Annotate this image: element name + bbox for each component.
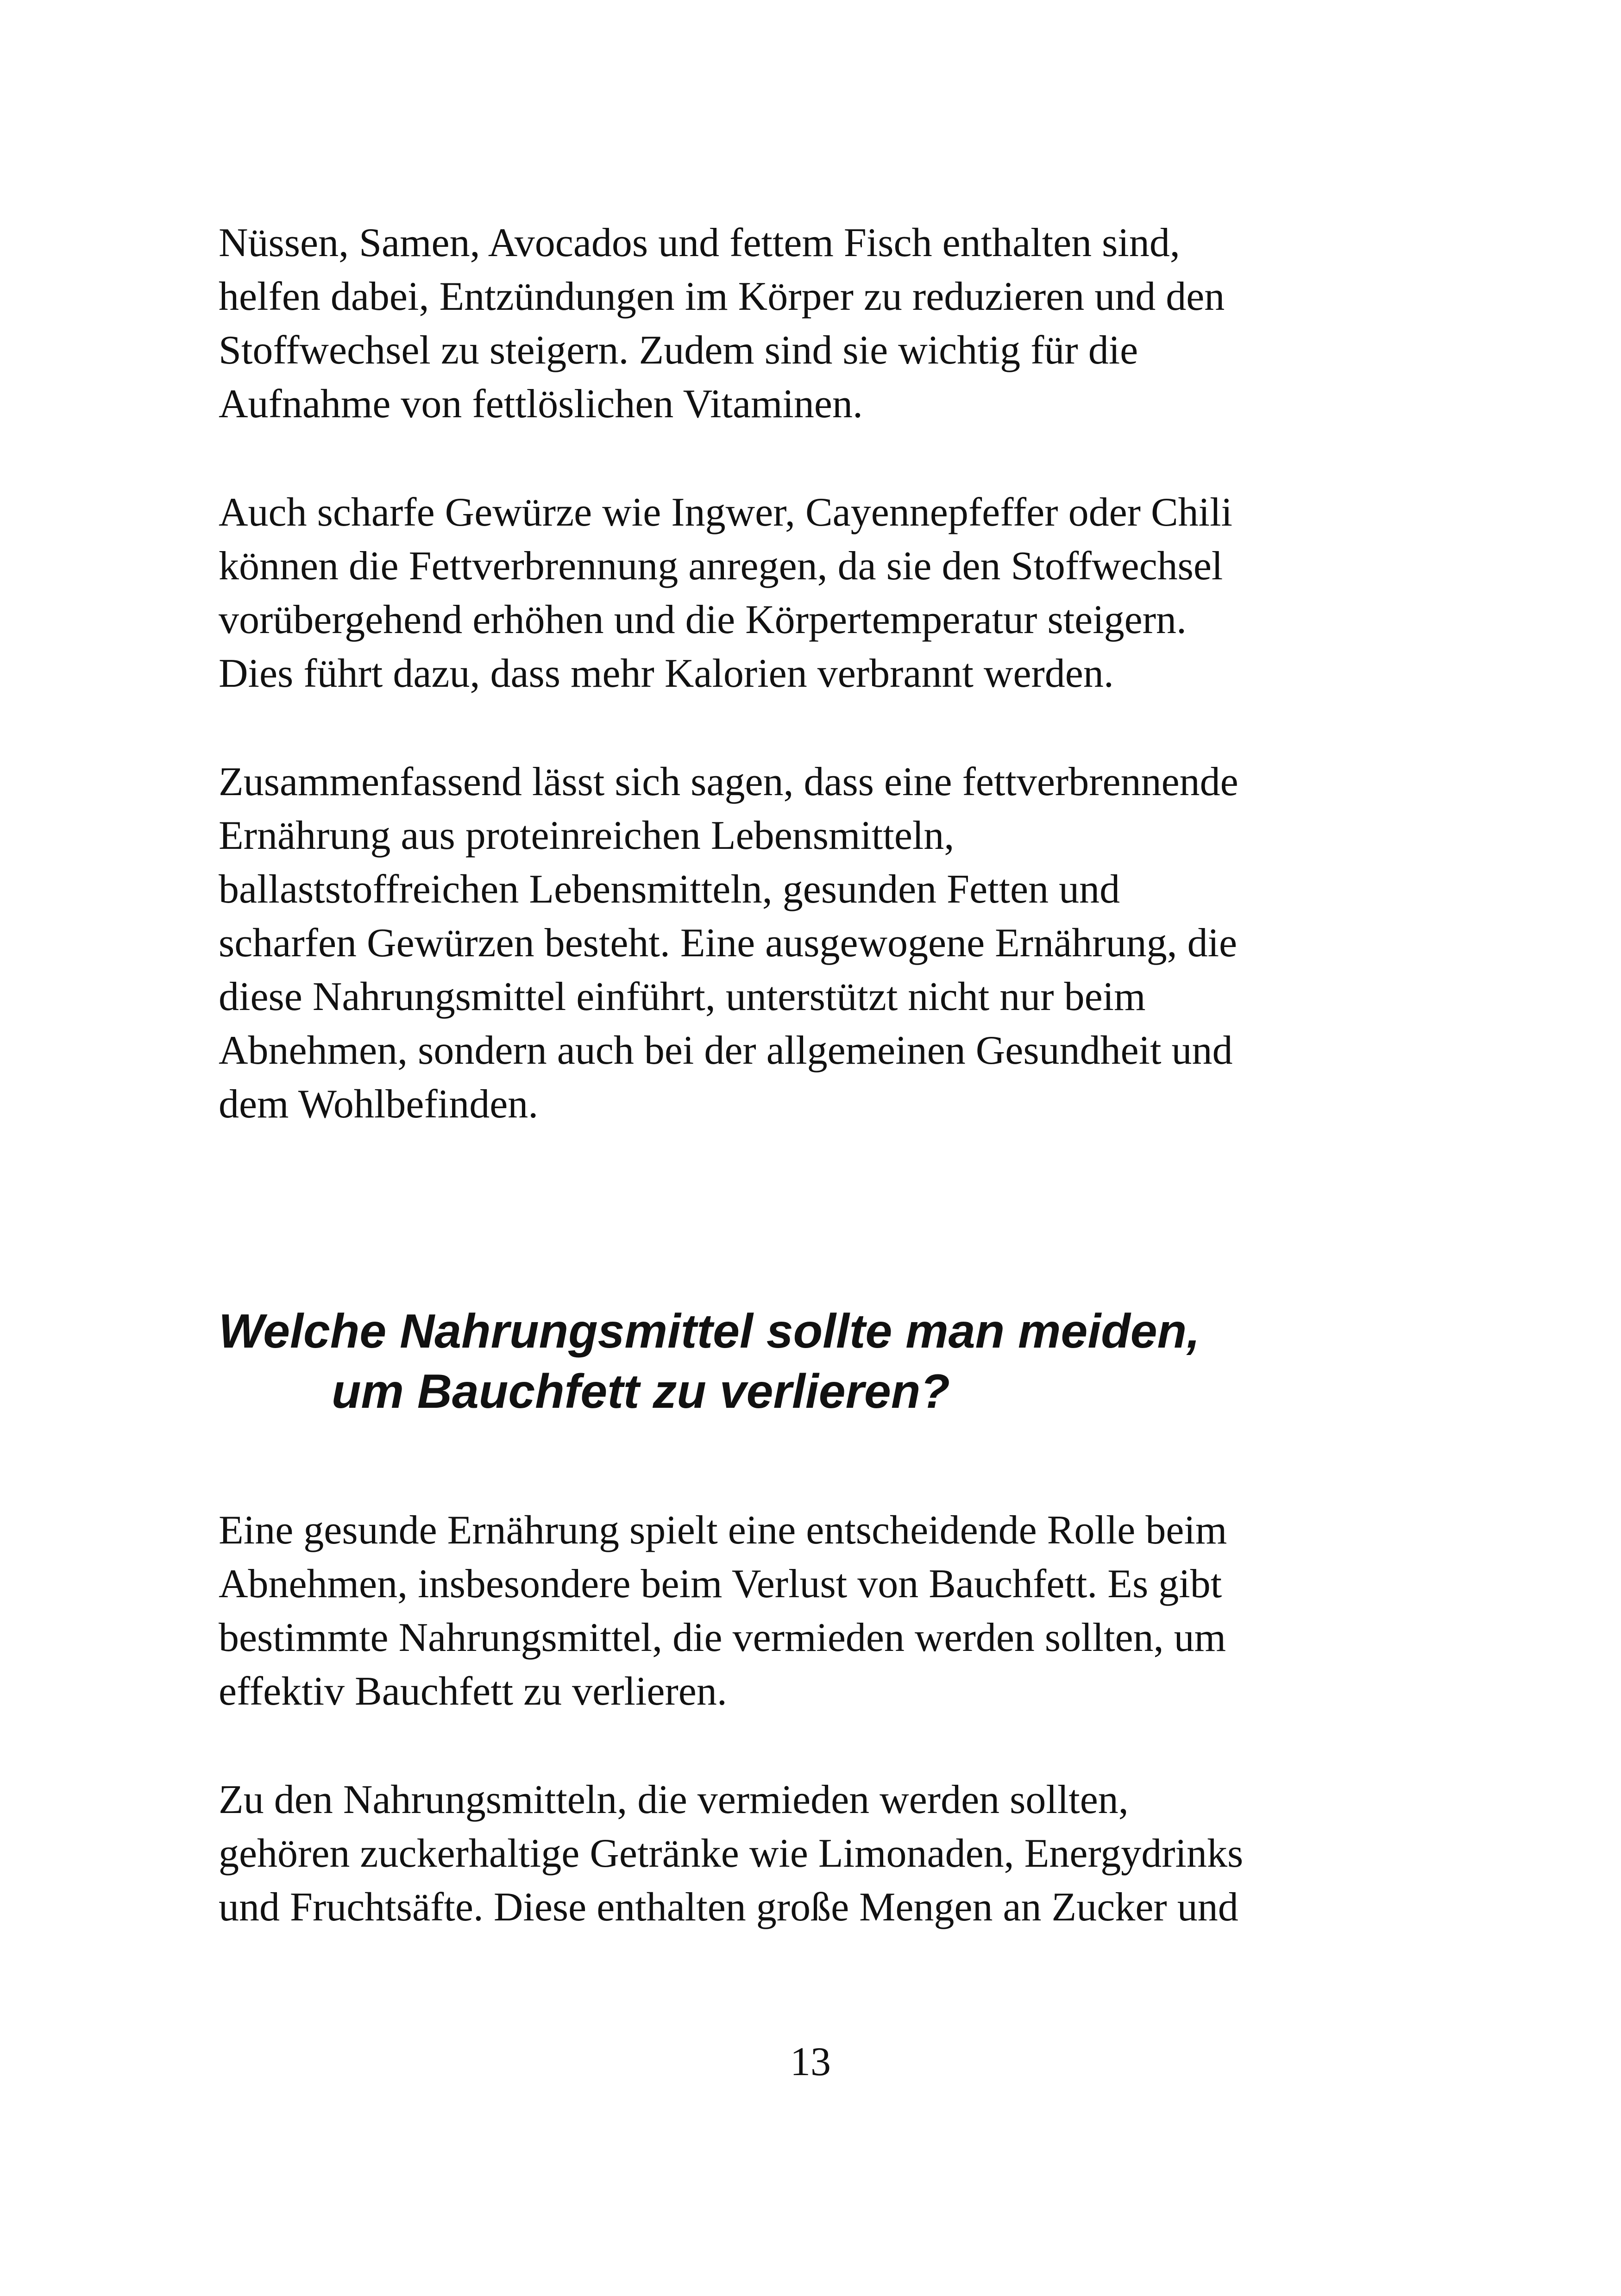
- text-line: Auch scharfe Gewürze wie Ingwer, Cayennepfeffer oder Chili: [219, 490, 1232, 535]
- text-line: vorübergehend erhöhen und die Körpertemperatur steigern.: [219, 597, 1187, 642]
- text-line: dem Wohlbefinden.: [219, 1082, 539, 1127]
- text-line: Eine gesunde Ernährung spielt eine entscheidende Rolle beim: [219, 1508, 1227, 1553]
- text-line: Zu den Nahrungsmitteln, die vermieden werden sollten,: [219, 1777, 1129, 1822]
- text-line: Abnehmen, sondern auch bei der allgemeinen Gesundheit und: [219, 1028, 1233, 1073]
- text-line: Ernährung aus proteinreichen Lebensmitteln,: [219, 813, 955, 858]
- text-line: Zusammenfassend lässt sich sagen, dass eine fettverbrennende: [219, 759, 1238, 804]
- text-line: Stoffwechsel zu steigern. Zudem sind sie wichtig für die: [219, 328, 1138, 373]
- page-number: 13: [790, 2039, 831, 2084]
- heading-line: um Bauchfett zu verlieren?: [332, 1365, 950, 1418]
- text-line: diese Nahrungsmittel einführt, unterstützt nicht nur beim: [219, 974, 1146, 1019]
- text-line: können die Fettverbrennung anregen, da sie den Stoffwechsel: [219, 544, 1223, 589]
- text-line: und Fruchtsäfte. Diese enthalten große Mengen an Zucker und: [219, 1885, 1238, 1930]
- text-line: Nüssen, Samen, Avocados und fettem Fisch enthalten sind,: [219, 220, 1180, 265]
- text-line: Aufnahme von fettlöslichen Vitaminen.: [219, 382, 863, 427]
- text-line: ballaststoffreichen Lebensmitteln, gesunden Fetten und: [219, 867, 1120, 912]
- text-line: helfen dabei, Entzündungen im Körper zu reduzieren und den: [219, 274, 1225, 319]
- text-line: Dies führt dazu, dass mehr Kalorien verbrannt werden.: [219, 651, 1114, 696]
- text-line: bestimmte Nahrungsmittel, die vermieden werden sollten, um: [219, 1615, 1226, 1660]
- text-line: effektiv Bauchfett zu verlieren.: [219, 1669, 727, 1714]
- text-line: Abnehmen, insbesondere beim Verlust von Bauchfett. Es gibt: [219, 1562, 1222, 1606]
- text-line: scharfen Gewürzen besteht. Eine ausgewogene Ernährung, die: [219, 921, 1238, 966]
- text-line: gehören zuckerhaltige Getränke wie Limonaden, Energydrinks: [219, 1831, 1244, 1876]
- heading-line: Welche Nahrungsmittel sollte man meiden,: [219, 1305, 1200, 1358]
